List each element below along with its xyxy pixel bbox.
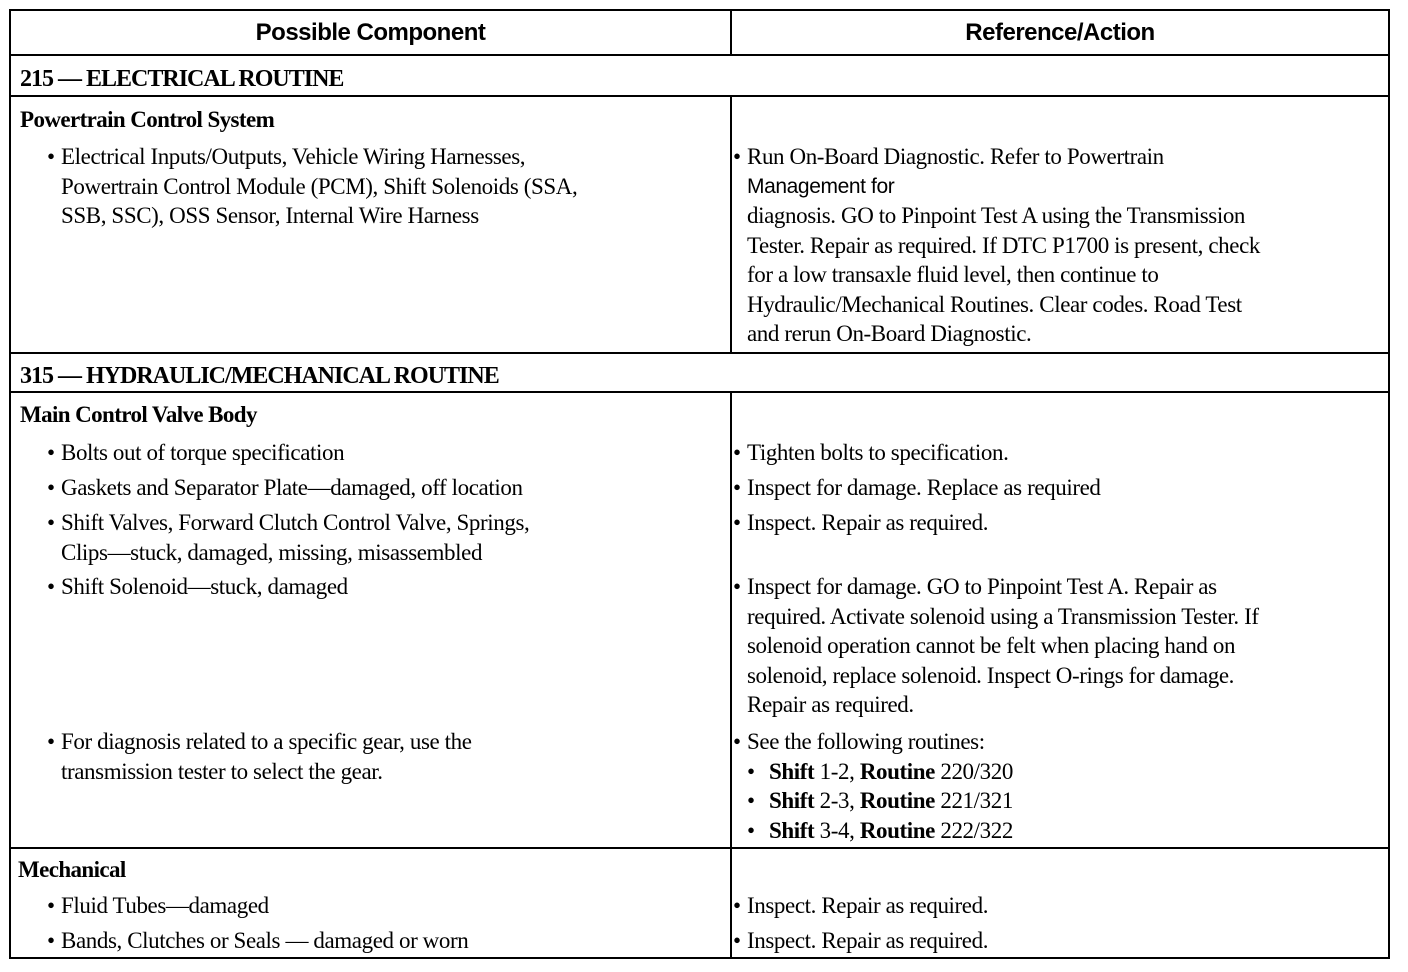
group-title-powertrain: Powertrain Control System [20,107,275,132]
action-line: Tester. Repair as required. If DTC P1700 is present, check [747,232,1260,258]
action-line: diagnosis. GO to Pinpoint Test A using the Transmission [747,203,1246,228]
action-line: See the following routines: [747,729,985,754]
action-line: Inspect. Repair as required. [747,893,989,918]
action-line: solenoid operation cannot be felt when placing hand on [747,633,1236,658]
action-line: Inspect. Repair as required. [747,510,989,535]
section-title-315: 315 — HYDRAULIC/MECHANICAL ROUTINE [20,363,499,389]
component-line: For diagnosis related to a specific gear, use the [61,729,472,754]
component-line: Shift Solenoid—stuck, damaged [61,574,348,599]
action-line: Inspect for damage. Replace as required [747,475,1101,500]
bullet-icon: • [47,729,55,754]
component-line: Bands, Clutches or Seals — damaged or worn [61,928,469,953]
routine-item [747,786,1387,816]
action-line: Tighten bolts to specification. [747,440,1009,465]
section-title-215: 215 — ELECTRICAL ROUTINE [20,66,344,92]
action-line: solenoid, replace solenoid. Inspect O-rings for damage. [747,662,1235,688]
component-line: transmission tester to select the gear. [61,758,383,784]
action-line: for a low transaxle fluid level, then continue to [747,262,1159,287]
action-item [733,508,1387,538]
bullet-icon: • [733,440,741,465]
routine-shift-label: Shift [769,817,815,843]
routine-shift-label: Shift [769,758,815,784]
routine-item [747,757,1387,787]
bullet-icon: • [47,574,55,599]
action-item [733,891,1387,921]
bullet-icon: • [47,144,55,169]
action-item [733,926,1387,956]
component-item [47,142,711,231]
column-divider [730,96,732,353]
routine-list [747,757,1387,846]
bullet-icon: • [47,510,55,535]
routine-item [747,816,1387,846]
action-item [733,727,1387,845]
component-item [47,891,711,921]
action-line: required. Activate solenoid using a Transmission Tester. If [747,603,1259,629]
bullet-icon: • [747,817,755,843]
component-item [47,438,711,468]
action-item [733,142,1387,349]
component-line: Clips—stuck, damaged, missing, misassembled [61,539,483,565]
routine-gears: 1-2, [819,758,855,784]
component-line: Electrical Inputs/Outputs, Vehicle Wiring Harnesses, [61,144,526,169]
action-line: Management for [747,174,895,198]
column-divider [730,392,732,959]
action-line: Run On-Board Diagnostic. Refer to Powertrain [747,144,1164,169]
action-item [733,572,1387,720]
action-item [733,438,1387,468]
component-item [47,473,711,503]
group-title-valve-body: Main Control Valve Body [20,402,257,427]
bullet-icon: • [733,144,741,169]
component-line: Shift Valves, Forward Clutch Control Valve, Springs, [61,510,530,535]
bullet-icon: • [733,928,741,953]
bullet-icon: • [733,475,741,500]
component-line: Powertrain Control Module (PCM), Shift Solenoids (SSA, [61,173,578,199]
routine-label: Routine [859,788,935,813]
row-rule [11,847,1388,849]
component-line: SSB, SSC), OSS Sensor, Internal Wire Harness [61,203,479,228]
component-item [47,572,711,602]
bullet-icon: • [733,729,741,754]
bullet-icon: • [47,893,55,918]
routine-number: 220/320 [940,758,1013,784]
routine-label: Routine [859,817,935,843]
row-rule [11,391,1388,393]
action-line: Inspect. Repair as required. [747,928,989,953]
row-rule [11,95,1388,97]
component-item [47,727,711,786]
action-line: Hydraulic/Mechanical Routines. Clear codes. Road Test [747,291,1242,317]
bullet-icon: • [47,440,55,465]
bullet-icon: • [747,788,755,813]
routine-gears: 3-4, [819,817,855,843]
action-line: Inspect for damage. GO to Pinpoint Test A. Repair as [747,574,1217,599]
component-item [47,926,711,956]
routine-number: 221/321 [940,788,1013,813]
routine-label: Routine [859,758,935,784]
bullet-icon: • [733,893,741,918]
routine-shift-label: Shift [769,788,815,813]
bullet-icon: • [733,510,741,535]
action-line: and rerun On-Board Diagnostic. [747,321,1032,346]
component-line: Bolts out of torque specification [61,440,345,465]
row-rule [11,352,1388,354]
bullet-icon: • [47,928,55,953]
component-item [47,508,711,567]
action-item [733,473,1387,503]
routine-number: 222/322 [940,817,1013,843]
action-line: Repair as required. [747,692,914,717]
bullet-icon: • [733,574,741,599]
column-header-action: Reference/Action [965,19,1155,46]
routine-gears: 2-3, [819,788,855,813]
group-title-mechanical: Mechanical [18,857,126,882]
diagnostic-table [9,9,1390,959]
column-header-component: Possible Component [255,19,486,46]
bullet-icon: • [747,758,755,784]
component-line: Fluid Tubes—damaged [61,893,269,918]
component-line: Gaskets and Separator Plate—damaged, off location [61,475,523,500]
bullet-icon: • [47,475,55,500]
